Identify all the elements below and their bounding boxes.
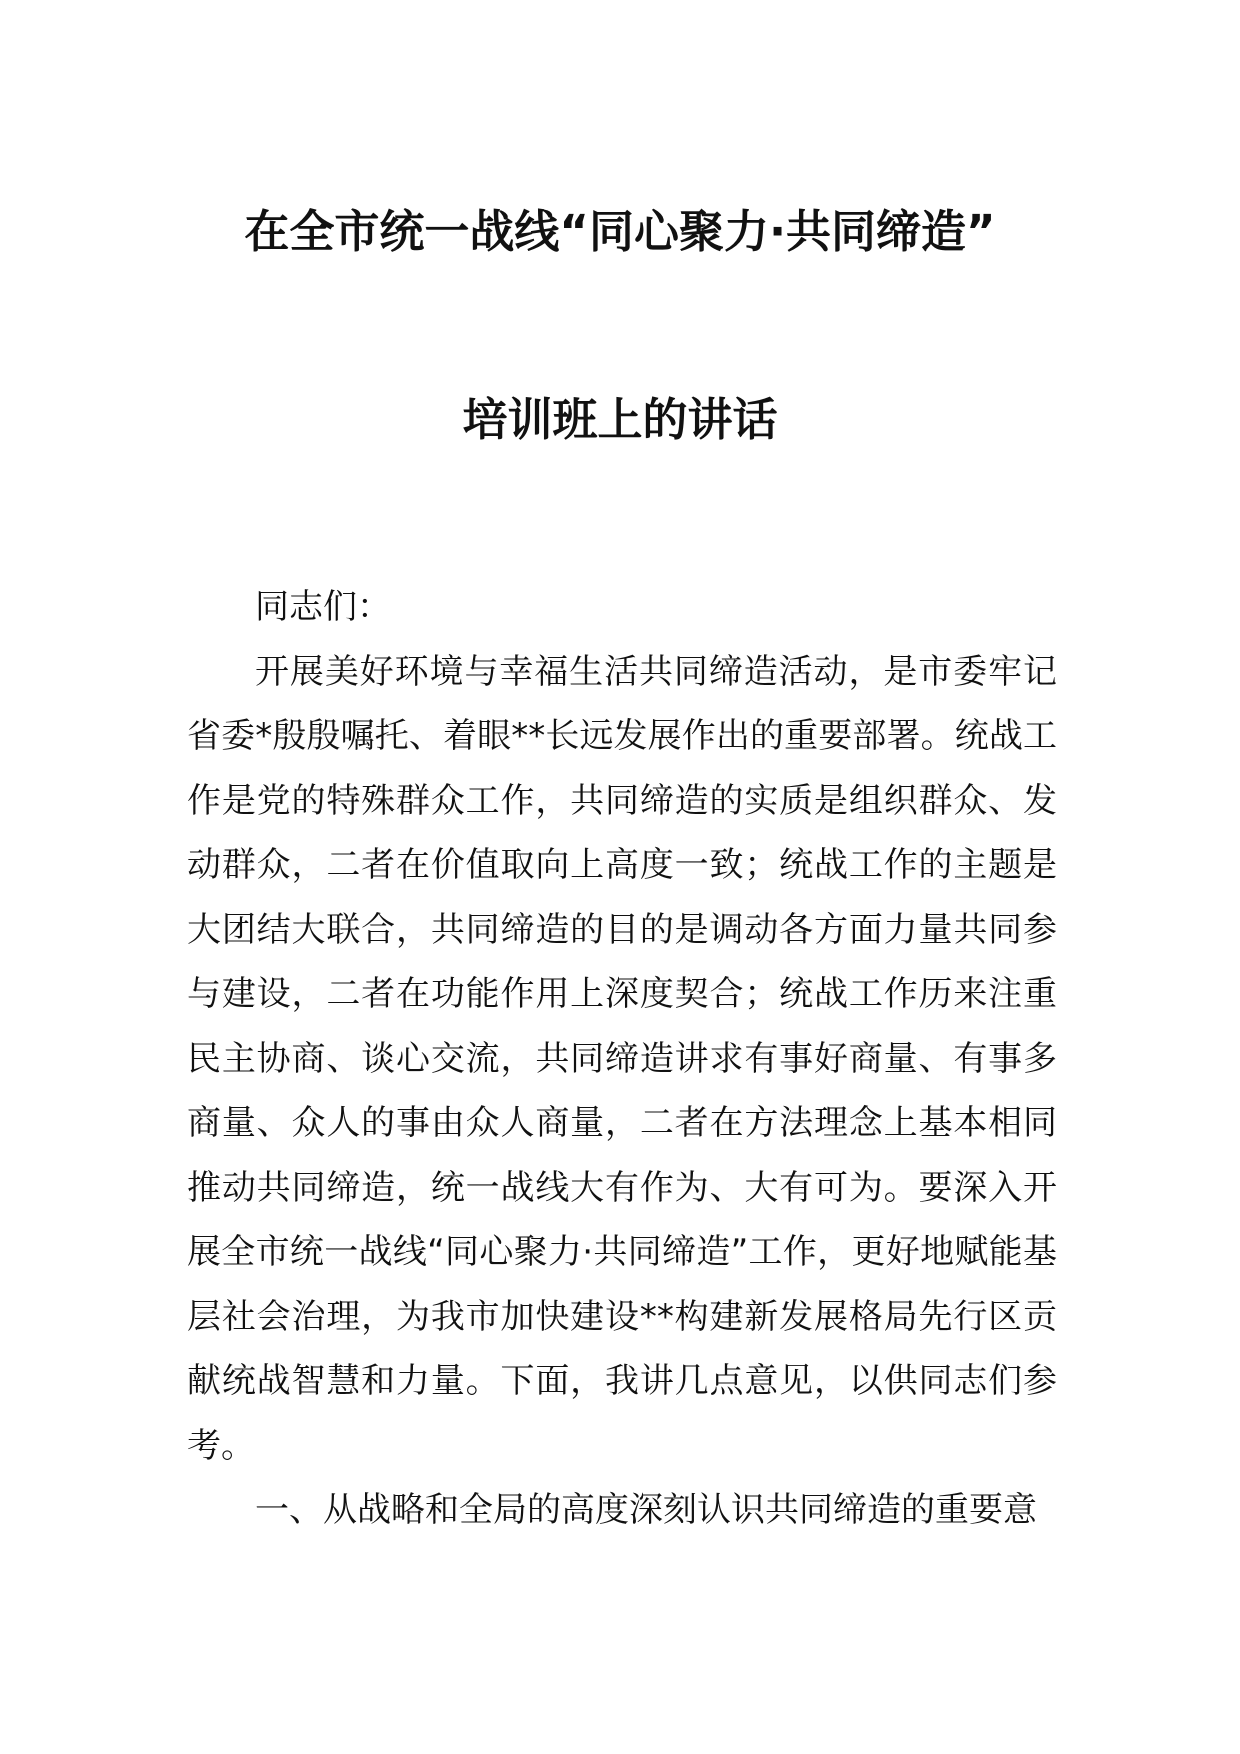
- document-body: [187, 575, 1057, 1543]
- document-title-line-1: 在全市统一战线“同心聚力·共同缔造”: [244, 205, 996, 258]
- paragraph-1: 开展美好环境与幸福生活共同缔造活动，是市委牢记省委*殷殷嘱托、着眼**长远发展作出的重要部署。统战工作是党的特殊群众工作，共同缔造的实质是组织群众、发动群众，二者在价值取向上高度一致；统战工作的主题是大团结大联合，共同缔造的目的是调动各方面力量共同参与建设，二者在功能作用上深度契合；统战工作历来注重民主协商、谈心交流，共同缔造讲求有事好商量、有事多商量、众人的事由众人商量，二者在方法理念上基本相同推动共同缔造，统一战线大有作为、大有可为。要深入开展全市统一战线“同心聚力·共同缔造”工作，更好地赋能基层社会治理，为我市加快建设**构建新发展格局先行区贡献统战智慧和力量。下面，我讲几点意见，以供同志们参考。: [187, 651, 1057, 1466]
- document-title-line-2: 培训班上的讲话: [462, 393, 778, 446]
- paragraph-2-heading: 一、从战略和全局的高度深刻认识共同缔造的重要意: [255, 1490, 1037, 1530]
- salutation: 同志们：: [255, 587, 391, 627]
